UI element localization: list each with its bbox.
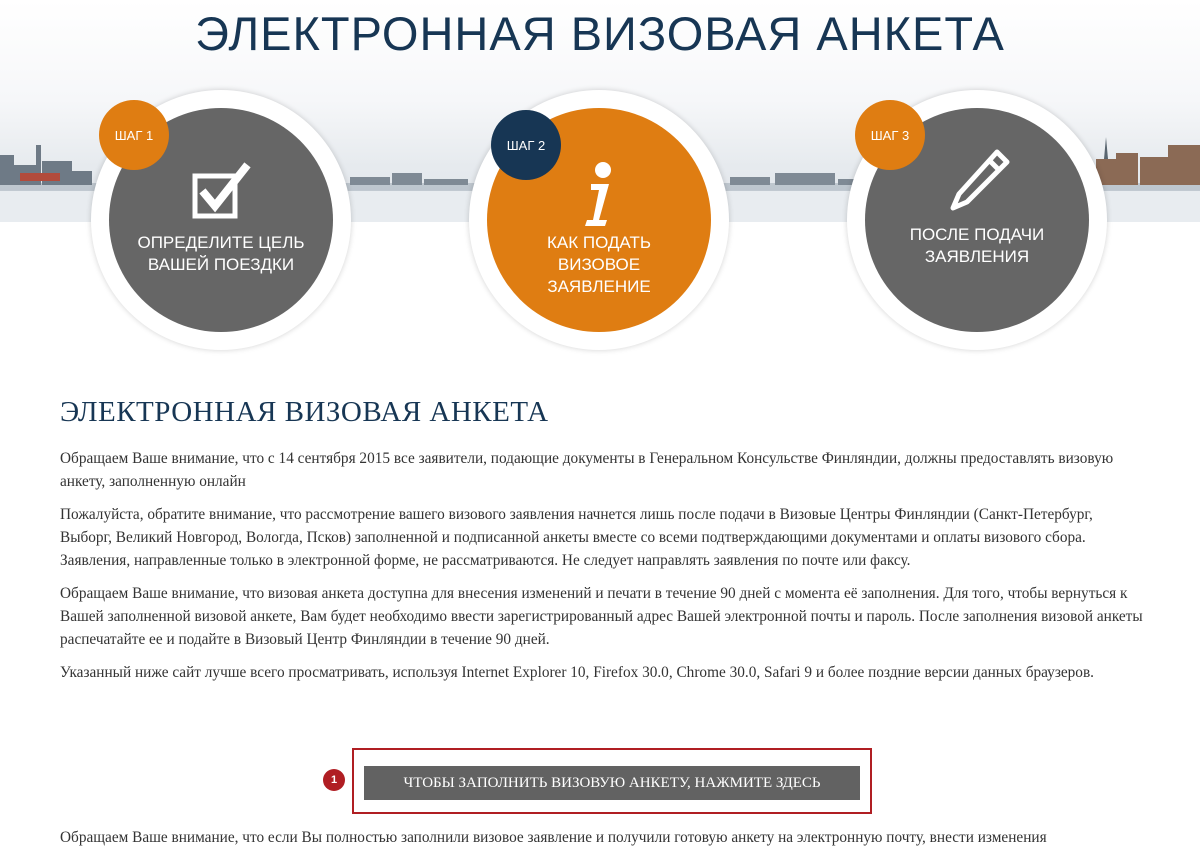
paragraph-4: Указанный ниже сайт лучше всего просматривать, используя Internet Explorer 10, Firefox 30.0, Chrome 30.0, Safari 9 и более поздние версии данных браузеров. xyxy=(60,664,1094,681)
step-3-card[interactable] xyxy=(847,90,1107,350)
paragraph-1: Обращаем Ваше внимание, что с 14 сентября 2015 все заявители, подающие документы в Генеральном Консульстве Финляндии, должны предоставлять визовую анкету, заполненную онлайн xyxy=(60,450,1114,490)
hero-title: ЭЛЕКТРОННАЯ ВИЗОВАЯ АНКЕТА xyxy=(195,7,1005,60)
step-3-label: ПОСЛЕ ПОДАЧИ ЗАЯВЛЕНИЯ xyxy=(909,225,1045,266)
main-content xyxy=(60,396,1145,694)
page-title: ЭЛЕКТРОННАЯ ВИЗОВАЯ АНКЕТА xyxy=(60,396,549,428)
step-2-label: КАК ПОДАТЬ ВИЗОВОЕ ЗАЯВЛЕНИЕ xyxy=(546,233,651,296)
step-3-badge: ШАГ 3 xyxy=(855,100,925,170)
step-2-badge: ШАГ 2 xyxy=(491,110,561,180)
info-icon xyxy=(561,160,637,230)
step-1-badge: ШАГ 1 xyxy=(99,100,169,170)
step-1-card[interactable] xyxy=(91,90,351,350)
annotation-marker: 1 xyxy=(323,769,345,791)
paragraph-3: Обращаем Ваше внимание, что визовая анкета доступна для внесения изменений и печати в течение 90 дней с момента её заполнения. Для того, чтобы вернуться к Вашей заполненной визовой анкете, Вам будет необходимо ввести зарегистрированный адрес Вашей электронной почты и пароль. После заполнения визовой анкеты распечатайте ее и подайте в Визовый Центр Финляндии в течение 90 дней. xyxy=(60,585,1143,648)
checkbox-icon xyxy=(183,160,259,230)
step-2-card[interactable] xyxy=(469,90,729,350)
paragraph-2: Пожалуйста, обратите внимание, что рассмотрение вашего визового заявления начнется лишь после подачи в Визовые Центры Финляндии (Санкт-Петербург, Выборг, Великий Новгород, Вологда, Псков) заполненной и подписанной анкеты вместе со всеми подтверждающими документами и оплаты визового сбора. Заявления, направленные только в электронной форме, не рассматриваются. Не следует направлять заявления по почте или факсу. xyxy=(60,506,1093,569)
fill-visa-form-button[interactable]: ЧТОБЫ ЗАПОЛНИТЬ ВИЗОВУЮ АНКЕТУ, НАЖМИТЕ ЗДЕСЬ xyxy=(364,766,860,800)
step-1-label: ОПРЕДЕЛИТЕ ЦЕЛЬ ВАШЕЙ ПОЕЗДКИ xyxy=(137,233,305,274)
pencil-icon xyxy=(939,148,1015,218)
paragraph-5: Обращаем Ваше внимание, что если Вы полностью заполнили визовое заявление и получили готовую анкету на электронную почту, внести изменения xyxy=(60,829,1047,846)
cta-highlight-box xyxy=(352,748,872,814)
